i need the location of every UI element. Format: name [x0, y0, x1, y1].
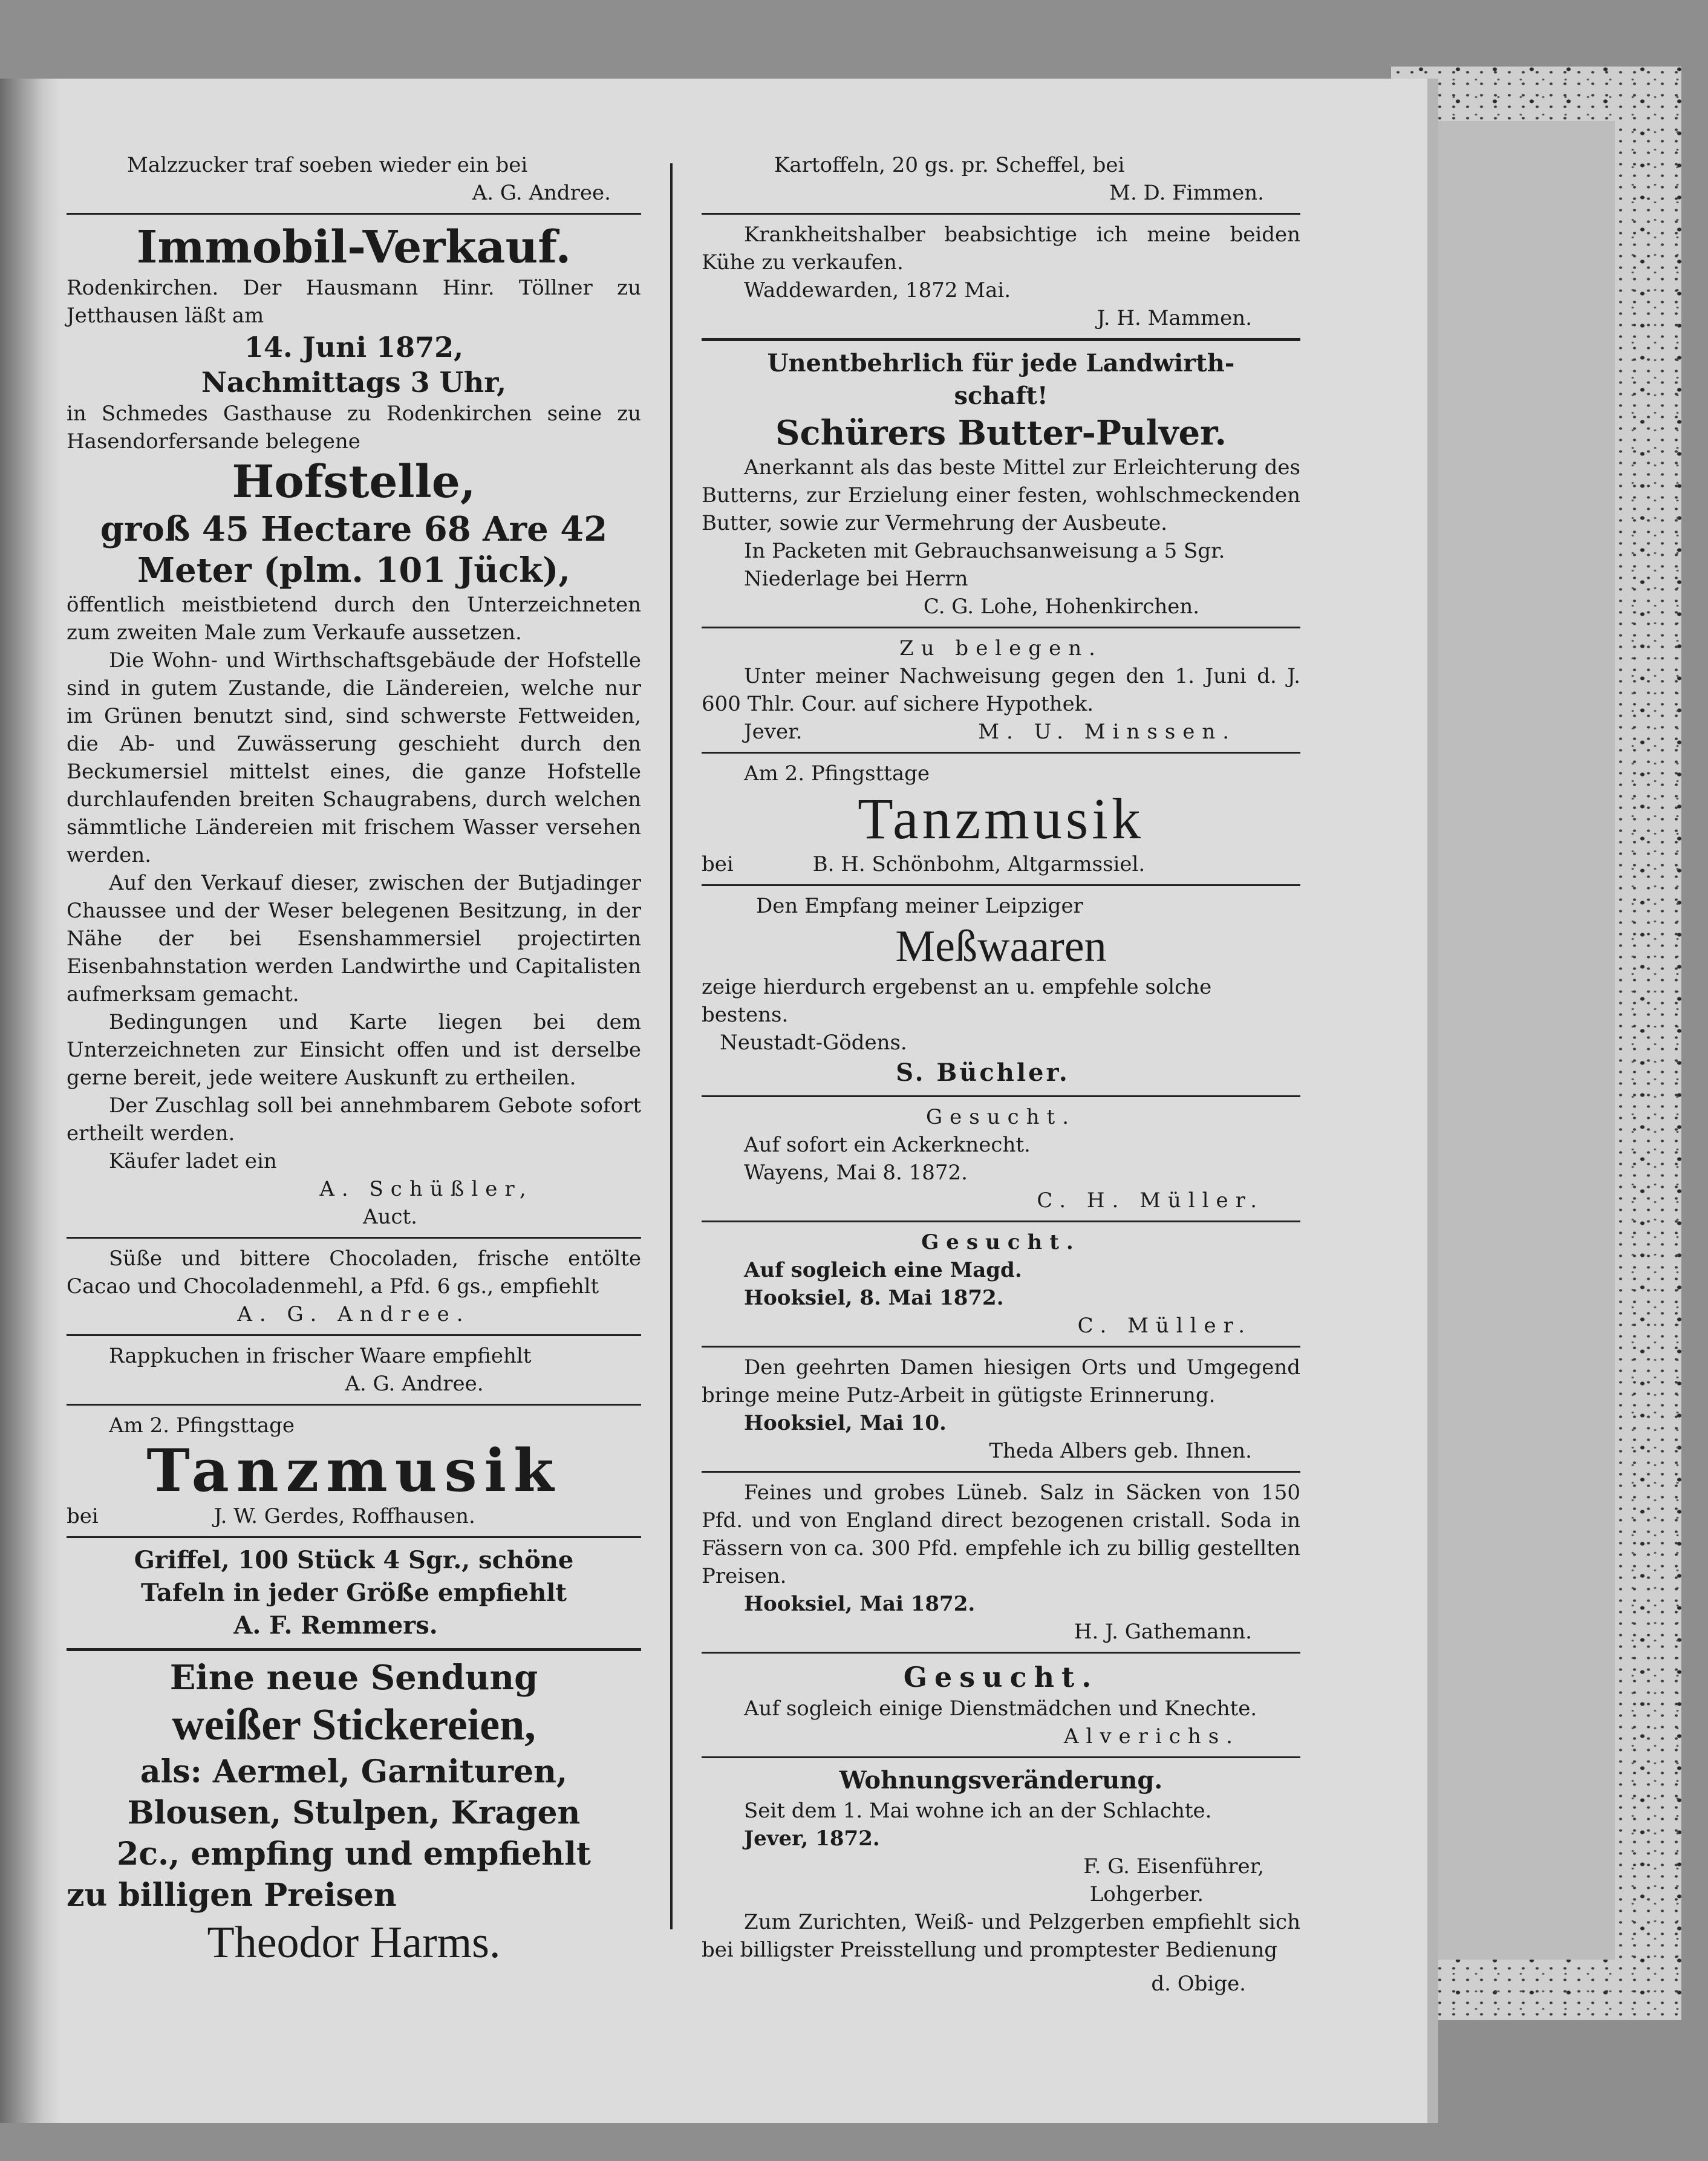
separator: [67, 213, 641, 215]
ad-line: Blousen, Stulpen, Kragen: [127, 1794, 581, 1831]
ad-paragraph: Niederlage bei Herrn: [744, 567, 968, 591]
ad-zu-belegen: [702, 634, 1300, 746]
separator: [702, 1346, 1300, 1348]
ad-immobil-verkauf: [67, 221, 641, 1231]
ad-text: Auf sogleich einige Dienstmädchen und Knechte.: [744, 1697, 1257, 1721]
ad-when: Am 2. Pfingsttage: [744, 761, 930, 786]
ad-signature: F. G. Eisenführer,: [1083, 1854, 1264, 1879]
ad-size-2: Meter (plm. 101 Jück),: [137, 550, 570, 590]
left-column: [67, 151, 641, 1969]
ad-line: 2c., empfing und empfiehlt: [117, 1836, 591, 1873]
ad-paragraph: Anerkannt als das beste Mittel zur Erleichterung des Butterns, zur Erzielung einer festen, wohlschmeckenden Butter, sowie zur Vermehrung der Ausbeute.: [702, 455, 1300, 535]
ad-bei: bei: [67, 1504, 99, 1528]
separator: [702, 213, 1300, 215]
ad-date: 14. Juni 1872,: [244, 331, 464, 363]
ad-text: Malzzucker traf soeben wieder ein bei: [127, 153, 528, 177]
ad-signature: J. H. Mammen.: [1097, 306, 1252, 330]
ad-who: [702, 850, 1300, 878]
ad-text: Den geehrten Damen hiesigen Orts und Umgegend bringe meine Putz-Arbeit in gütigste Erinnerung.: [702, 1355, 1300, 1407]
ad-title: Wohnungsveränderung.: [839, 1766, 1163, 1794]
ad-signature: C. H. Müller.: [1037, 1188, 1264, 1213]
ad-line: Eine neue Sendung: [169, 1658, 538, 1698]
ad-signature: S. Büchler.: [896, 1058, 1070, 1087]
ad-text: Auf sogleich eine Magd.: [744, 1258, 1022, 1282]
ad-who-name: B. H. Schönbohm, Altgarmssiel.: [812, 852, 1146, 876]
ad-gesucht-dienstmaedchen: [702, 1660, 1300, 1750]
separator: [702, 338, 1300, 341]
ad-title: Gesucht.: [921, 1230, 1081, 1254]
ad-text: Auf sofort ein Ackerknecht.: [744, 1133, 1031, 1157]
ad-signature: C. G. Lohe, Hohenkirchen.: [923, 595, 1200, 619]
separator: [702, 884, 1300, 886]
ad-signature: Theda Albers geb. Ihnen.: [989, 1439, 1252, 1463]
ad-signature-role: Auct.: [363, 1205, 417, 1229]
ad-butter-pulver: [702, 347, 1300, 621]
ad-paragraph: Die Wohn- und Wirthschaftsgebäude der Hofstelle sind in gutem Zustande, die Ländereien, welche nur im Grünen benutzt sind, sind schwerste Fettweiden, die Ab- und Zuwässerung geschieht durch den Beckumersiel mittelst eines, die ganze Hofstelle durchlaufenden breiten Schaugrabens, durch welchen sämmtliche Ländereien mit frischem Wasser versehen werden.: [67, 648, 641, 867]
ad-text: Kartoffeln, 20 gs. pr. Scheffel, bei: [774, 153, 1125, 177]
ad-text: Feines und grobes Lüneb. Salz in Säcken von 150 Pfd. und von England direct bezogenen cristall. Soda in Fässern von ca. 300 Pfd. empfehle ich zu billig gestellten Preisen.: [702, 1481, 1300, 1588]
ad-salz: [702, 1479, 1300, 1646]
ad-griffel: [67, 1544, 641, 1642]
ad-paragraph: Der Zuschlag soll bei annehmbarem Gebote sofort ertheilt werden.: [67, 1094, 641, 1146]
separator: [702, 627, 1300, 628]
separator: [67, 1536, 641, 1538]
separator: [67, 1334, 641, 1336]
ad-place: Jever.: [744, 720, 803, 744]
ad-intro: Den Empfang meiner Leipziger: [756, 894, 1083, 918]
column-divider: [670, 163, 673, 1929]
cover-board-inner: [1433, 121, 1615, 1960]
ad-signature: C. Müller.: [1077, 1314, 1252, 1338]
ad-title: Tanzmusik: [858, 786, 1144, 851]
ad-stickereien: [67, 1657, 641, 1969]
ad-signature: A. G. Andree.: [345, 1372, 484, 1396]
ad-object: Hofstelle,: [232, 456, 476, 508]
right-column: [702, 151, 1300, 1998]
ad-signature: A. G. Andree.: [472, 181, 611, 205]
ad-signature: A. G. Andree.: [237, 1302, 471, 1326]
ad-line: weißer Stickereien,: [172, 1700, 536, 1750]
ad-who: [67, 1502, 641, 1530]
ad-intro: Rodenkirchen. Der Hausmann Hinr. Töllner zu Jetthausen läßt am: [67, 276, 641, 328]
ad-paragraph: Käufer ladet ein: [109, 1149, 277, 1173]
ad-title: Zu belegen.: [899, 636, 1103, 660]
ad-signature: A. Schüßler,: [319, 1177, 533, 1201]
ad-title: Tanzmusik: [146, 1436, 561, 1505]
ad-chocoladen: [67, 1245, 641, 1328]
ad-place: Neustadt-Gödens.: [720, 1031, 907, 1055]
ad-title: Gesucht.: [903, 1661, 1099, 1693]
ad-title: Immobil-Verkauf.: [136, 221, 572, 273]
ad-when: Am 2. Pfingsttage: [109, 1413, 295, 1438]
ad-kuehe: [702, 221, 1300, 332]
ad-title: Gesucht.: [925, 1105, 1077, 1129]
ad-headline: Unentbehrlich für jede Landwirth-: [767, 349, 1235, 377]
ad-who-name: J. W. Gerdes, Roffhausen.: [214, 1504, 475, 1528]
ad-place: in Schmedes Gasthause zu Rodenkirchen seine zu Hasendorfersande belegene: [67, 402, 641, 454]
separator: [702, 1756, 1300, 1758]
ad-gesucht-magd: [702, 1228, 1300, 1340]
ad-kartoffeln: [702, 151, 1300, 207]
separator: [702, 1652, 1300, 1654]
ad-line: als: Aermel, Garnituren,: [140, 1753, 568, 1790]
ad-line: Griffel, 100 Stück 4 Sgr., schöne: [134, 1546, 574, 1574]
ad-signature: A. F. Remmers.: [233, 1611, 438, 1640]
separator: [67, 1648, 641, 1651]
ad-text: Süße und bittere Chocoladen, frische entölte Cacao und Chocoladenmehl, a Pfd. 6 gs., empfiehlt: [67, 1247, 641, 1299]
ad-paragraph: Bedingungen und Karte liegen bei dem Unterzeichneten zur Einsicht offen und ist derselbe gerne bereit, jede weitere Auskunft zu ertheilen.: [67, 1010, 641, 1090]
separator: [67, 1237, 641, 1239]
ad-gesucht-ackerknecht: [702, 1103, 1300, 1214]
ad-wohnungsveraenderung: [702, 1764, 1300, 1998]
separator: [702, 752, 1300, 754]
separator: [702, 1221, 1300, 1222]
ad-title: Schürers Butter-Pulver.: [775, 413, 1227, 453]
ad-place-date: Waddewarden, 1872 Mai.: [744, 278, 1011, 302]
ad-paragraph: öffentlich meistbietend durch den Unterzeichneten zum zweiten Male zum Verkaufe aussetzen.: [67, 593, 641, 645]
ad-putz-arbeit: [702, 1354, 1300, 1465]
ad-line: zu billigen Preisen: [67, 1877, 397, 1914]
ad-text: Unter meiner Nachweisung gegen den 1. Juni d. J. 600 Thlr. Cour. auf sichere Hypothek.: [702, 664, 1300, 716]
ad-tanzmusik-schoenbohm: [702, 760, 1300, 878]
ad-line: Tafeln in jeder Größe empfiehlt: [141, 1579, 567, 1607]
ad-signature-role: Lohgerber.: [1089, 1882, 1204, 1906]
ad-text: zeige hierdurch ergebenst an u. empfehle solche bestens.: [702, 975, 1212, 1027]
separator: [67, 1404, 641, 1406]
ad-signature: Theodor Harms.: [207, 1918, 501, 1967]
ad-place-date: Jever, 1872.: [744, 1827, 880, 1851]
ad-bei: bei: [702, 852, 734, 876]
ad-headline: schaft!: [954, 382, 1048, 410]
ad-footer: [702, 718, 1300, 746]
ad-signature: Alverichs.: [1063, 1724, 1240, 1749]
ad-text: Rappkuchen in frischer Waare empfiehlt: [109, 1344, 532, 1368]
page-fold-shadow: [0, 79, 60, 2123]
ad-tanzmusik-gerdes: [67, 1412, 641, 1530]
ad-signature: H. J. Gathemann.: [1074, 1620, 1252, 1644]
ad-place-date: Hooksiel, Mai 1872.: [744, 1592, 976, 1616]
ad-paragraph: Auf den Verkauf dieser, zwischen der Butjadinger Chaussee und der Weser belegenen Besitzung, in der Nähe der bei Esenshammersiel projectirten Eisenbahnstation werden Landwirthe und Capitalisten aufmerksam gemacht.: [67, 871, 641, 1006]
ad-signature: M. U. Minssen.: [978, 720, 1237, 744]
ad-messwaaren: [702, 892, 1300, 1089]
ad-paragraph: In Packeten mit Gebrauchsanweisung a 5 Sgr.: [744, 539, 1225, 563]
ad-signature: d. Obige.: [1151, 1972, 1246, 1996]
ad-signature: M. D. Fimmen.: [1109, 181, 1264, 205]
separator: [702, 1471, 1300, 1473]
separator: [702, 1095, 1300, 1097]
ad-place-date: Hooksiel, Mai 10.: [744, 1411, 947, 1435]
ad-text: Zum Zurichten, Weiß- und Pelzgerben empfiehlt sich bei billigster Preisstellung und promptester Bedienung: [702, 1910, 1300, 1962]
ad-text: Seit dem 1. Mai wohne ich an der Schlachte.: [744, 1799, 1212, 1823]
ad-rappkuchen: [67, 1342, 641, 1398]
ad-text: Krankheitshalber beabsichtige ich meine beiden Kühe zu verkaufen.: [702, 223, 1300, 275]
ad-size-1: groß 45 Hectare 68 Are 42: [100, 509, 608, 549]
ad-place-date: Wayens, Mai 8. 1872.: [744, 1161, 968, 1185]
ad-time: Nachmittags 3 Uhr,: [201, 366, 507, 399]
ad-title: Meßwaaren: [895, 922, 1107, 971]
ad-malzzucker: [67, 151, 641, 207]
ad-place-date: Hooksiel, 8. Mai 1872.: [744, 1286, 1004, 1310]
